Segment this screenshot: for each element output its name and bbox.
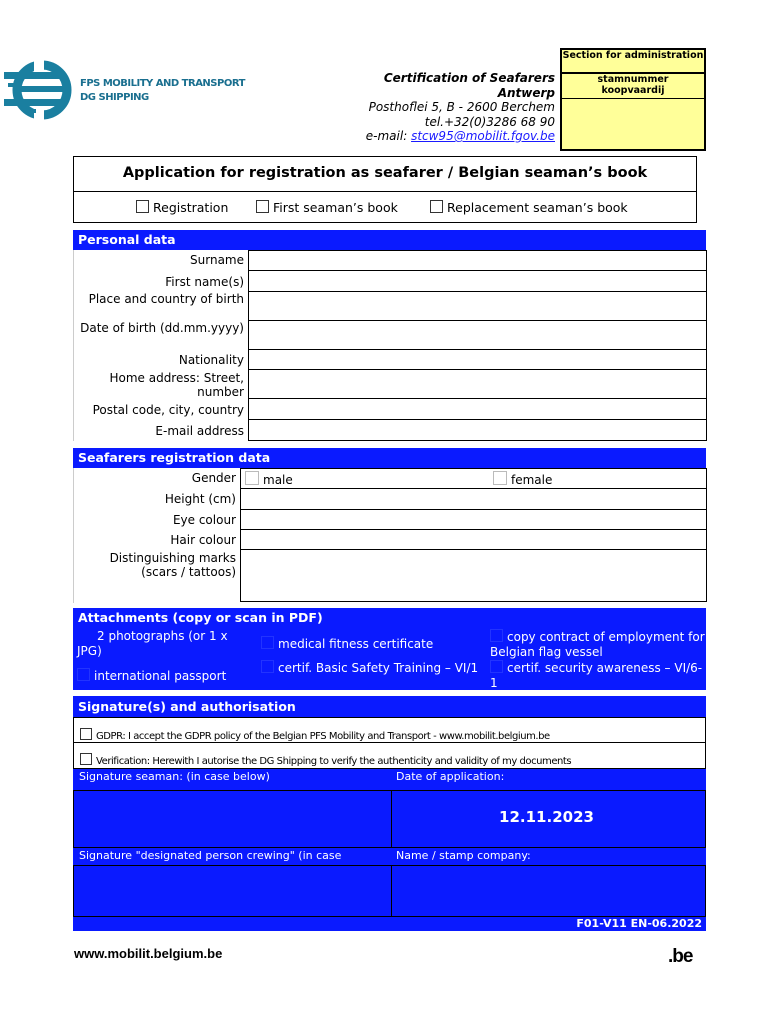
- label-signature-crewing: Signature "designated person crewing" (in case: [79, 849, 342, 862]
- label-home-address: Home address: Street, number: [109, 371, 244, 399]
- gdpr-row[interactable]: [73, 717, 706, 743]
- personal-data-table: [73, 250, 706, 441]
- label-eye-colour: Eye colour: [172, 513, 236, 527]
- option-registration[interactable]: Registration: [136, 200, 228, 215]
- checkbox-icon[interactable]: [430, 200, 443, 213]
- label-birth-date: Date of birth (dd.mm.yyyy): [80, 321, 244, 335]
- application-type-row: [74, 192, 696, 224]
- label-company-stamp: Name / stamp company:: [396, 849, 531, 862]
- label-signature-seaman: Signature seaman: (in case below): [79, 770, 270, 783]
- checkbox-icon[interactable]: [80, 728, 92, 740]
- title-box: [73, 156, 697, 223]
- seafarer-data-table: [73, 468, 706, 603]
- label-email: E-mail address: [155, 424, 244, 438]
- option-female[interactable]: female: [493, 471, 552, 487]
- input-nationality[interactable]: [248, 349, 707, 370]
- signature-grid: [73, 769, 706, 931]
- office-street: Posthoflei 5, B - 2600 Berchem: [368, 100, 555, 114]
- verification-text: Verification: Herewith I autorise the DG Shipping to verify the authenticity and validity of my documents: [96, 756, 572, 767]
- attach-passport[interactable]: international passport: [77, 668, 257, 684]
- checkbox-icon[interactable]: [261, 636, 274, 649]
- attach-contract[interactable]: copy contract of employment for Belgian flag vessel: [490, 630, 705, 659]
- office-title: Certification of Seafarers: [383, 71, 555, 85]
- option-first-book[interactable]: First seaman’s book: [256, 200, 398, 215]
- input-postal-code[interactable]: [248, 398, 707, 420]
- input-email[interactable]: [248, 419, 707, 441]
- office-city: Antwerp: [497, 85, 555, 100]
- form-code: F01-V11 EN-06.2022: [576, 917, 702, 930]
- label-postal-code: Postal code, city, country: [92, 403, 244, 417]
- office-tel: tel.+32(0)3286 68 90: [424, 114, 555, 129]
- label-date-application: Date of application:: [396, 770, 505, 783]
- input-hair-colour[interactable]: [240, 529, 707, 550]
- admin-field-label: stamnummer koopvaardij: [562, 74, 704, 99]
- office-email-line: [330, 129, 555, 144]
- seafarer-data-header: Seafarers registration data: [73, 448, 706, 468]
- form-title: Application for registration as seafarer / Belgian seaman’s book: [74, 157, 696, 192]
- email-link[interactable]: stcw95@mobilit.fgov.be: [411, 129, 555, 143]
- signature-crewing-box[interactable]: [73, 865, 392, 917]
- date-application-value: 12.11.2023: [499, 808, 594, 826]
- company-stamp-box[interactable]: [391, 865, 706, 917]
- label-distinguishing-marks: Distinguishing marks (scars / tattoos): [109, 551, 236, 579]
- attach-photographs[interactable]: 2 photographs (or 1 x JPG): [77, 629, 228, 658]
- gdpr-text: GDPR: I accept the GDPR policy of the Belgian PFS Mobility and Transport - www.mobilit.belgium.be: [96, 731, 550, 742]
- label-nationality: Nationality: [178, 353, 244, 367]
- footer-be-logo: .be: [668, 946, 693, 967]
- checkbox-icon[interactable]: [77, 668, 90, 681]
- checkbox-icon[interactable]: [490, 629, 503, 642]
- label-first-names: First name(s): [165, 275, 244, 289]
- footer-website[interactable]: www.mobilit.belgium.be: [74, 946, 223, 961]
- attach-basic-safety[interactable]: certif. Basic Safety Training – VI/1: [261, 660, 481, 676]
- input-birth-date[interactable]: [248, 320, 707, 350]
- attachments-section: [73, 608, 706, 690]
- checkbox-icon[interactable]: [256, 200, 269, 213]
- label-surname: Surname: [190, 253, 244, 267]
- checkbox-icon[interactable]: [80, 753, 92, 765]
- input-distinguishing-marks[interactable]: [240, 549, 707, 602]
- input-first-names[interactable]: [248, 270, 707, 292]
- logo-text-line1: FPS MOBILITY AND TRANSPORT: [80, 78, 245, 89]
- personal-data-header: Personal data: [73, 230, 706, 250]
- attach-security-awareness[interactable]: certif. security awareness – VI/6-1: [490, 661, 703, 690]
- attachments-header: Attachments (copy or scan in PDF): [78, 610, 323, 625]
- admin-box: [560, 48, 706, 151]
- option-replacement-book[interactable]: Replacement seaman’s book: [430, 200, 628, 215]
- label-height: Height (cm): [164, 492, 236, 506]
- label-hair-colour: Hair colour: [170, 533, 236, 547]
- logo-text-line2: DG SHIPPING: [80, 92, 149, 103]
- office-address: [330, 71, 555, 144]
- signature-seaman-box[interactable]: [73, 790, 392, 848]
- attach-medical[interactable]: medical fitness certificate: [261, 636, 471, 652]
- checkbox-icon[interactable]: [245, 471, 259, 485]
- fps-logo-icon: [4, 58, 74, 122]
- input-home-address[interactable]: [248, 369, 707, 399]
- signature-header: Signature(s) and authorisation: [73, 696, 706, 717]
- input-birth-place[interactable]: [248, 291, 707, 321]
- checkbox-icon[interactable]: [490, 660, 503, 673]
- label-birth-place: Place and country of birth: [88, 292, 244, 306]
- checkbox-icon[interactable]: [261, 660, 274, 673]
- logo: [4, 58, 254, 122]
- gender-cell: [240, 468, 707, 489]
- option-male[interactable]: male: [245, 471, 293, 487]
- date-application-box[interactable]: [391, 790, 706, 848]
- email-label: e-mail:: [365, 129, 412, 143]
- input-eye-colour[interactable]: [240, 509, 707, 530]
- checkbox-icon[interactable]: [136, 200, 149, 213]
- label-gender: Gender: [191, 471, 236, 485]
- admin-header: Section for administration: [562, 50, 704, 74]
- verification-row[interactable]: [73, 743, 706, 769]
- input-surname[interactable]: [248, 250, 707, 271]
- checkbox-icon[interactable]: [493, 471, 507, 485]
- input-height[interactable]: [240, 488, 707, 510]
